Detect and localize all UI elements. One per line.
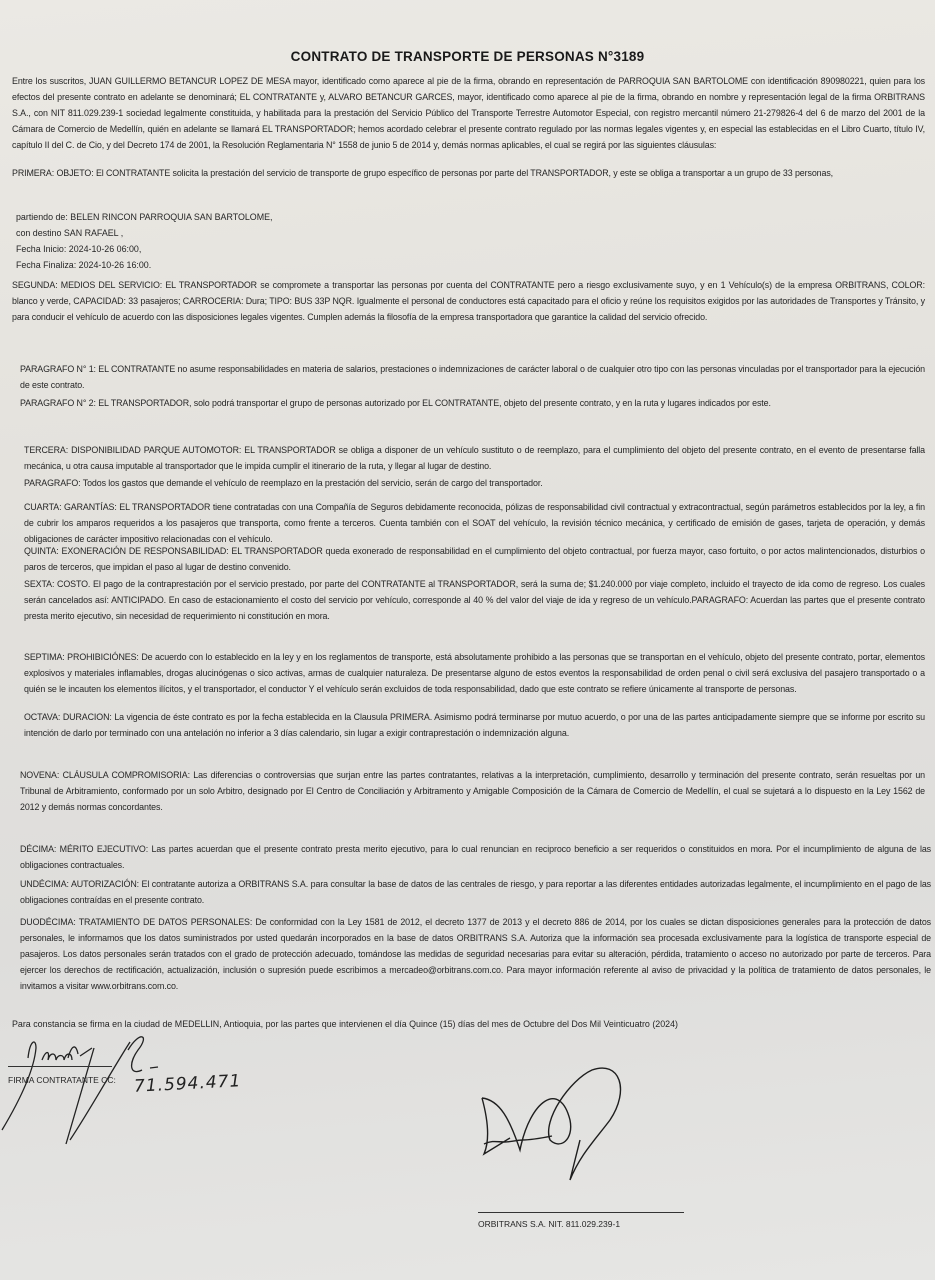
clause-cuarta: CUARTA: GARANTÍAS: EL TRANSPORTADOR tiene contratadas con una Compañía de Seguros debidamente reconocida, pólizas de responsabilidad civil contractual y extracontractual, según parámetros establecidos por la ley, a fin de cubrir los amparos requeridos a los pasajeros que transporta, como frente a terceros. Cuenta también con el SOAT del vehículo, la revisión técnico mecánica, y certificado de emisión de gases, tarjeta de operación, y demás obligaciones de carácter impositivo relacionadas con el vehículo. bbox=[24, 502, 925, 544]
contratante-signature-line bbox=[8, 1066, 112, 1067]
transportador-label: ORBITRANS S.A. NIT. 811.029.239-1 bbox=[478, 1219, 621, 1229]
clause-novena: NOVENA: CLÁUSULA COMPROMISORIA: Las diferencias o controversias que surjan entre las partes contratantes, relativas a la interpretación, cumplimiento, desarrollo y terminación del presente contrato, serán resueltas por un Tribunal de Arbitramiento, conformado por un solo Arbitro, designado por El Centro de Conciliación y Arbitramento y Amigable Composición de la Cámara de Comercio de Medellín, el cual se sujetará a lo dispuesto en la Ley 1562 de 2012 y demás normas concordantes. bbox=[20, 770, 925, 812]
clause-octava: OCTAVA: DURACION: La vigencia de éste contrato es por la fecha establecida en la Clausula PRIMERA. Asimismo podrá terminarse por mutuo acuerdo, o por una de las partes anticipadamente siempre que se informe por escrito su intención de darlo por terminado con una antelación no inferior a 3 días calendario, sin lugar a exigir contraprestación o indemnización alguna. bbox=[24, 712, 925, 738]
clause-tercera: TERCERA: DISPONIBILIDAD PARQUE AUTOMOTOR: EL TRANSPORTADOR se obliga a disponer de un vehículo sustituto o de reemplazo, para el cumplimiento del objeto del presente contrato, en el evento de presentarse falla mecánica, u otra causa imputable al transportador que le impida cumplir el itinerario de la ruta, y llegar al lugar de destino. bbox=[24, 445, 925, 471]
clause-undecima: UNDÉCIMA: AUTORIZACIÓN: El contratante autoriza a ORBITRANS S.A. para consultar la base de datos de las centrales de riesgo, y para reportar a las diferentes entidades autorizadas legalmente, el incumplimiento en el pago de las obligaciones contraídas en el presente contrato. bbox=[20, 879, 931, 905]
route-origin: partiendo de: BELEN RINCON PARROQUIA SAN BARTOLOME, bbox=[16, 212, 273, 222]
route-start-date: Fecha Inicio: 2024-10-26 06:00, bbox=[16, 244, 142, 254]
paragrafo-tercera: PARAGRAFO: Todos los gastos que demande el vehículo de reemplazo en la prestación del servicio, serán de cargo del transportador. bbox=[24, 478, 543, 488]
clause-primera: PRIMERA: OBJETO: El CONTRATANTE solicita la prestación del servicio de transporte de grupo específico de personas por parte del TRANSPORTADOR, y este se obliga a transportar a un grupo de 33 personas, bbox=[12, 168, 834, 178]
clause-sexta: SEXTA: COSTO. El pago de la contraprestación por el servicio prestado, por parte del CONTRATANTE al TRANSPORTADOR, será la suma de; $1.240.000 por viaje completo, incluido el trayecto de ida como de regreso. Los cuales serán cancelados así: ANTICIPADO. En caso de estacionamiento el costo del servicio por vehículo, corresponde al 40 % del valor del viaje de ida y regreso de un vehículo.PARAGRAFO: Acuerdan las partes que el presente contrato presta merito ejecutivo, sin necesidad de requerimiento ni constitución en mora. bbox=[24, 579, 925, 621]
clause-quinta: QUINTA: EXONERACIÓN DE RESPONSABILIDAD: EL TRANSPORTADOR queda exonerado de responsabilidad en el cumplimiento del objeto contractual, por fuerza mayor, caso fortuito, o por actos malintencionados, disturbios o paros de terceros, que impidan el paso al lugar de destino convenido. bbox=[24, 546, 925, 572]
route-end-date: Fecha Finaliza: 2024-10-26 16:00. bbox=[16, 260, 152, 270]
clause-septima: SEPTIMA: PROHIBICIÓNES: De acuerdo con lo establecido en la ley y en los reglamentos de transporte, está absolutamente prohibido a las personas que se transportan en el vehículo, objeto del presente contrato, portar, elementos explosivos y materiales inflamables, drogas alucinógenas o sico activas, armas de cualquier naturaleza. De presentarse alguno de estos eventos la responsabilidad de orden penal o civil será exclusiva del pasajero transportado o a quién se le incauten los elementos ilícitos, y el transportador, el conductor Y el vehículo serán excluidos de toda responsabilidad, dado que este contrato se refiere únicamente al transporte de personas. bbox=[24, 652, 925, 694]
clause-duodecima: DUODÉCIMA: TRATAMIENTO DE DATOS PERSONALES: De conformidad con la Ley 1581 de 2012, el decreto 1377 de 2013 y el decreto 886 de 2014, por los cuales se dictan disposiciones generales para la protección de datos personales, le informamos que los datos suministrados por usted quedarán incorporados en la base de datos ORBITRANS S.A. Autoriza que la información sea procesada exclusivamente para la logística de transporte especial de pasajeros. Los datos personales serán tratados con el grado de protección adecuado, tomándose las medidas de seguridad necesarias para evitar su alteración, pérdida, tratamiento o acceso no autorizado por parte de terceros. Para ejercer los derechos de rectificación, actualización, inclusión o supresión puede escribimos a mercadeo@orbitrans.com.co. Para mayor información referente al aviso de privacidad y la política de tratamiento de datos personales, le invitamos a visitar www.orbitrans.com.co. bbox=[20, 917, 931, 991]
paragrafo-2: PARAGRAFO N° 2: EL TRANSPORTADOR, solo podrá transportar el grupo de personas autorizado por EL CONTRATANTE, objeto del presente contrato, y en la ruta y lugares indicados por este. bbox=[20, 398, 771, 408]
document-title: CONTRATO DE TRANSPORTE DE PERSONAS N°3189 bbox=[290, 49, 645, 64]
transportador-signature bbox=[470, 1060, 670, 1210]
clause-segunda: SEGUNDA: MEDIOS DEL SERVICIO: EL TRANSPORTADOR se compromete a transportar las personas por cuenta del CONTRATANTE pero a riesgo exclusivamente suyo, y en 1 Vehículo(s) de la empresa ORBITRANS, COLOR: blanco y verde, CAPACIDAD: 33 pasajeros; CARROCERIA: Dura; TIPO: BUS 33P NQR. Igualmente el personal de conductores está capacitado para el oficio y reúne los requisitos exigidos por las autoridades de Transportes y Tránsito, y para conducir el vehículo de acuerdo con las disposiciones legales vigentes. Cumplen además la filosofía de la empresa transportadora que garantice la calidad del servicio ofrecido. bbox=[12, 280, 925, 322]
intro-paragraph: Entre los suscritos, JUAN GUILLERMO BETANCUR LOPEZ DE MESA mayor, identificado como aparece al pie de la firma, obrando en representación de PARROQUIA SAN BARTOLOME con identificación 890980221, quien para los efectos del presente contrato en adelante se denominará; EL CONTRATANTE y, ALVARO BETANCUR GARCES, mayor, identificado como aparece al pie de la firma, obrando en nombre y representación legal de la firma ORBITRANS S.A., con NIT 811.029.239-1 sociedad legalmente constituida, y habilitada para la prestación del Servicio Público del Transporte Terrestre Automotor Especial, con registro mercantil número 21-279826-4 del 6 de marzo del 2001 de la Cámara de Comercio de Medellín, quién en adelante se llamará EL TRANSPORTADOR; hemos acordado celebrar el presente contrato regulado por las normas legales vigentes y, en especial las establecidas en el Libro Cuarto, título IV, capítulo II del C. de Cio, y del Decreto 174 de 2001, la Resolución Reglamentaria N° 1558 de junio 5 de 2014 y, demás normas aplicables, el cual se regirá por las siguientes cláusulas: bbox=[12, 76, 925, 150]
transportador-signature-line bbox=[478, 1212, 684, 1213]
clause-decima: DÉCIMA: MÉRITO EJECUTIVO: Las partes acuerdan que el presente contrato presta merito ejecutivo, para lo cual renuncian en reciproco beneficio a ser requeridos o constituidos en mora. Por el incumplimiento de alguna de las obligaciones contractuales. bbox=[20, 844, 931, 870]
route-destination: con destino SAN RAFAEL , bbox=[16, 228, 124, 238]
contratante-cc-handwritten: 71.594.471 bbox=[133, 1071, 242, 1097]
signing-statement: Para constancia se firma en la ciudad de MEDELLIN, Antioquia, por las partes que intervienen el día Quince (15) días del mes de Octubre del Dos Mil Veinticuatro (2024) bbox=[12, 1019, 678, 1029]
contratante-label: FIRMA CONTRATANTE CC: bbox=[8, 1075, 116, 1085]
paragrafo-1: PARAGRAFO N° 1: EL CONTRATANTE no asume responsabilidades en materia de salarios, prestaciones o indemnizaciones de carácter laboral o de cualquier otro tipo con las personas vinculadas por el transportador para la ejecución de este contrato. bbox=[20, 364, 925, 390]
